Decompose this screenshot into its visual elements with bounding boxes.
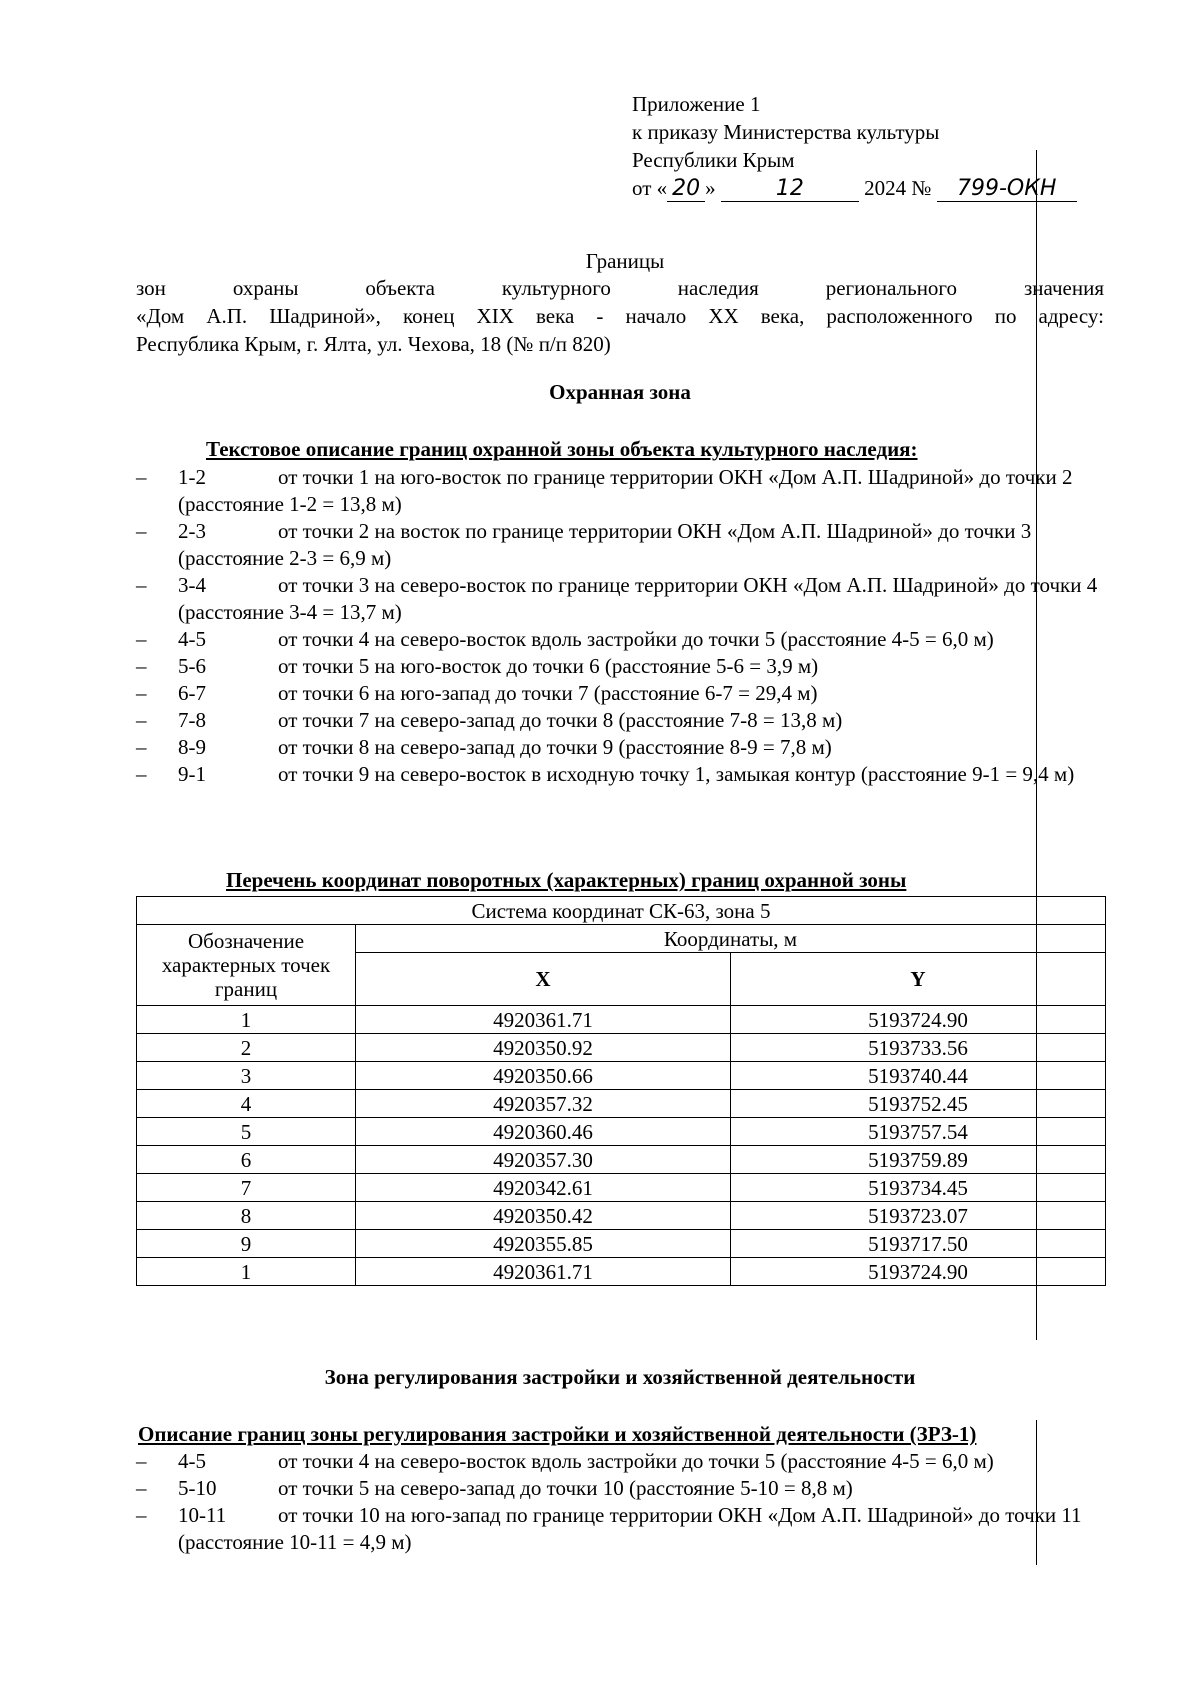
- list-item: – 5-10 от точки 5 на северо-запад до точки 10 (расстояние 5-10 = 8,8 м): [136, 1476, 853, 1500]
- scan-divider-line: [1036, 1420, 1037, 1565]
- order-year: 2024 №: [864, 176, 932, 200]
- appendix-header: [632, 90, 1077, 202]
- list-item: – 6-7 от точки 6 на юго-запад до точки 7 (расстояние 6-7 = 29,4 м): [136, 681, 818, 705]
- regulation-description-heading: Описание границ зоны регулирования застройки и хозяйственной деятельности (ЗРЗ-1): [138, 1422, 977, 1446]
- table-row: 5 4920360.46 5193757.54: [137, 1118, 1106, 1146]
- table-row: 4 4920357.32 5193752.45: [137, 1090, 1106, 1118]
- table-row: 1 4920361.71 5193724.90: [137, 1006, 1106, 1034]
- list-item: – 8-9 от точки 8 на северо-запад до точки 9 (расстояние 8-9 = 7,8 м): [136, 735, 832, 759]
- order-date-line: от « 20 » 12 2024 № 799-ОКН: [632, 174, 1077, 202]
- text-description-heading: Текстовое описание границ охранной зоны объекта культурного наследия:: [206, 437, 918, 461]
- document-title: Границы: [585, 249, 665, 273]
- col-header-x: X: [356, 953, 731, 1006]
- table-row: 9 4920355.85 5193717.50: [137, 1230, 1106, 1258]
- section-title-protection-zone: Охранная зона: [549, 380, 691, 404]
- col-header-y: Y: [731, 953, 1106, 1006]
- list-item: – 7-8 от точки 7 на северо-запад до точки 8 (расстояние 7-8 = 13,8 м): [136, 708, 843, 732]
- coordinate-system: Система координат СК-63, зона 5: [137, 897, 1106, 925]
- list-item: – 4-5 от точки 4 на северо-восток вдоль застройки до точки 5 (расстояние 4-5 = 6,0 м): [136, 627, 994, 651]
- coordinates-table: [136, 896, 1106, 1286]
- list-item: – 5-6 от точки 5 на юго-восток до точки 6 (расстояние 5-6 = 3,9 м): [136, 654, 819, 678]
- table-row: 3 4920350.66 5193740.44: [137, 1062, 1106, 1090]
- section-title-regulation-zone: Зона регулирования застройки и хозяйственной деятельности: [324, 1365, 916, 1389]
- table-row: 7 4920342.61 5193734.45: [137, 1174, 1106, 1202]
- intro-line-1: зон охраны объекта культурного наследия регионального значения: [136, 276, 1104, 300]
- list-item: – 10-11 от точки 10 на юго-запад по границе территории ОКН «Дом А.П. Шадриной» до точки 11 (расстояние 10-11 = 4,9 м): [136, 1503, 1082, 1554]
- republic-name: Республики Крым: [632, 148, 795, 172]
- table-row: 6 4920357.30 5193759.89: [137, 1146, 1106, 1174]
- list-item: – 3-4 от точки 3 на северо-восток по границе территории ОКН «Дом А.П. Шадриной» до точки 4 (расстояние 3-4 = 13,7 м): [136, 573, 1098, 624]
- order-month: 12: [721, 177, 859, 202]
- scan-divider-line: [1036, 150, 1037, 1340]
- list-item: – 2-3 от точки 2 на восток по границе территории ОКН «Дом А.П. Шадриной» до точки 3 (расстояние 2-3 = 6,9 м): [136, 519, 1032, 570]
- protection-boundary-list: [136, 464, 1106, 788]
- list-item: – 1-2 от точки 1 на юго-восток по границе территории ОКН «Дом А.П. Шадриной» до точки 2 (расстояние 1-2 = 13,8 м): [136, 465, 1073, 516]
- col-header-coords: Координаты, м: [356, 925, 1106, 953]
- table-row: 1 4920361.71 5193724.90: [137, 1258, 1106, 1286]
- appendix-label: Приложение 1: [632, 92, 761, 116]
- table-row: 8 4920350.42 5193723.07: [137, 1202, 1106, 1230]
- regulation-boundary-list: [136, 1448, 1106, 1556]
- order-ref: к приказу Министерства культуры: [632, 120, 940, 144]
- intro-paragraph: [136, 274, 1104, 358]
- table-row: 2 4920350.92 5193733.56: [137, 1034, 1106, 1062]
- order-day: 20: [667, 177, 705, 202]
- intro-line-3: Республика Крым, г. Ялта, ул. Чехова, 18 (№ п/п 820): [136, 332, 611, 356]
- order-number: 799-ОКН: [937, 177, 1077, 202]
- col-header-point: Обозначение характерных точек границ: [137, 925, 356, 1006]
- intro-line-2: «Дом А.П. Шадриной», конец XIX века - начало XX века, расположенного по адресу:: [136, 304, 1104, 328]
- coordinates-table-heading: Перечень координат поворотных (характерных) границ охранной зоны: [226, 868, 907, 892]
- list-item: – 4-5 от точки 4 на северо-восток вдоль застройки до точки 5 (расстояние 4-5 = 6,0 м): [136, 1449, 994, 1473]
- list-item: – 9-1 от точки 9 на северо-восток в исходную точку 1, замыкая контур (расстояние 9-1 = 9,4 м): [136, 762, 1075, 786]
